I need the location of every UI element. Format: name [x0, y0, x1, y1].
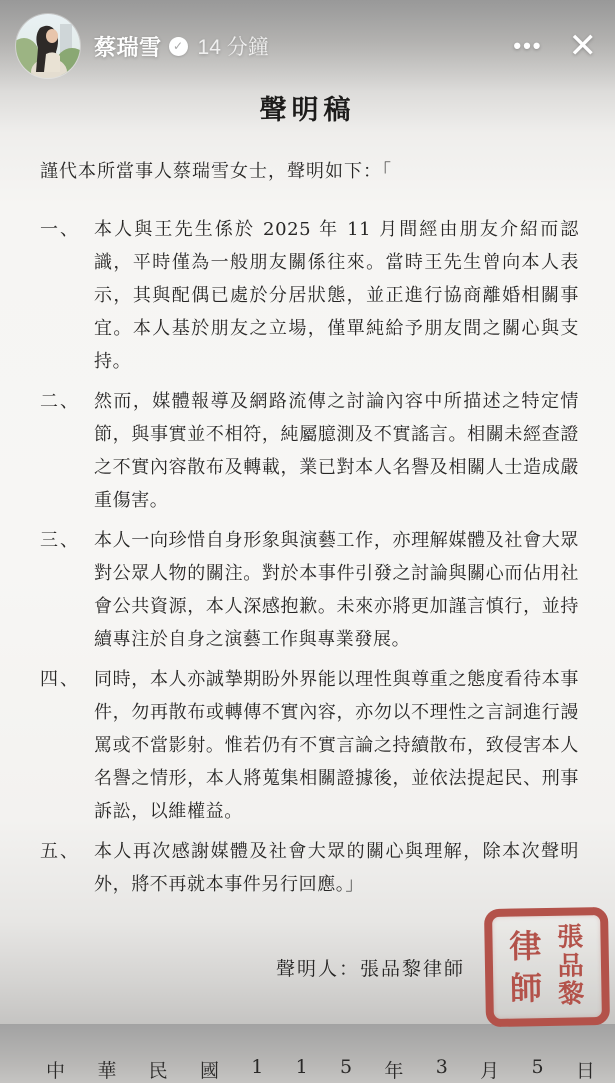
user-info: [94, 31, 269, 62]
header-actions: [513, 29, 597, 63]
date-char: 5: [531, 1056, 544, 1078]
story-timestamp: 14 分鐘: [197, 36, 269, 59]
lawyer-seal: [484, 907, 610, 1027]
date-char: 3: [435, 1056, 448, 1078]
seal-right-column: 張品黎: [556, 922, 585, 1011]
document-title: 聲明稿: [259, 95, 356, 126]
statement-items: [40, 213, 579, 901]
item-text: 同時，本人亦誠摯期盼外界能以理性與尊重之態度看待本事件，勿再散布或轉傳不實內容，亦勿以不理性之言詞進行謾罵或不當影射。惟若仍有不實言論之持續散布，致侵害本人名譽之情形，本人將蒐集相關證據後，並依法提起民、刑事訴訟，以維權益。: [94, 669, 579, 822]
date-char: 民: [148, 1060, 168, 1082]
intro-line: 謹代本所當事人蔡瑞雪女士，聲明如下：「: [40, 161, 392, 182]
avatar-photo: [16, 14, 80, 78]
statement-item-3: [40, 524, 579, 656]
date-char: 1: [251, 1056, 264, 1078]
more-options-icon[interactable]: •••: [513, 33, 543, 58]
verified-icon: ✓: [169, 37, 188, 56]
date-char: 國: [199, 1060, 219, 1082]
statement-item-2: [40, 385, 579, 517]
signature-row: [0, 908, 609, 1026]
date-char: 月: [480, 1060, 500, 1082]
seal-left-column: 律師: [509, 926, 543, 1008]
statement-item-1: [40, 213, 579, 378]
date-char: 年: [384, 1060, 404, 1082]
item-number: 三、: [40, 530, 80, 551]
statement-document: [0, 88, 615, 1083]
date-char: 華: [97, 1060, 117, 1082]
statement-item-4: [40, 663, 579, 828]
item-number: 一、: [40, 219, 80, 240]
date-char: 中: [46, 1060, 66, 1082]
item-text: 本人一向珍惜自身形象與演藝工作，亦理解媒體及社會大眾對公眾人物的關注。對於本事件引發之討論與關心而佔用社會公共資源，本人深感抱歉。未來亦將更加謹言慎行，並持續專注於自身之演藝工作與專業發展。: [94, 530, 579, 650]
date-char: 1: [295, 1056, 308, 1078]
date-char: 5: [340, 1056, 353, 1078]
item-text: 本人再次感謝媒體及社會大眾的關心與理解，除本次聲明外，將不再就本事件另行回應。」: [94, 841, 579, 895]
avatar[interactable]: [16, 14, 80, 78]
close-icon[interactable]: ✕: [568, 27, 597, 65]
statement-item-5: [40, 835, 579, 901]
date-line: [46, 1056, 595, 1083]
item-text: 本人與王先生係於 2025 年 11 月間經由朋友介紹而認識，平時僅為一般朋友關係往來。當時王先生曾向本人表示，其與配偶已處於分居狀態，並正進行協商離婚相關事宜。本人基於朋友之立場，僅單純給予朋友間之關心與支持。: [94, 219, 579, 372]
username[interactable]: 蔡瑞雪: [94, 34, 162, 60]
item-number: 二、: [40, 391, 80, 412]
item-number: 四、: [40, 669, 80, 690]
date-char: 日: [575, 1060, 595, 1082]
item-text: 然而，媒體報導及網路流傳之討論內容中所描述之特定情節，與事實並不相符，純屬臆測及不實謠言。相關未經查證之不實內容散布及轉載，業已對本人名譽及相關人士造成嚴重傷害。: [94, 391, 579, 511]
item-number: 五、: [40, 841, 80, 862]
signatory: 聲明人：張品黎律師: [275, 957, 465, 980]
story-header: [0, 0, 615, 92]
